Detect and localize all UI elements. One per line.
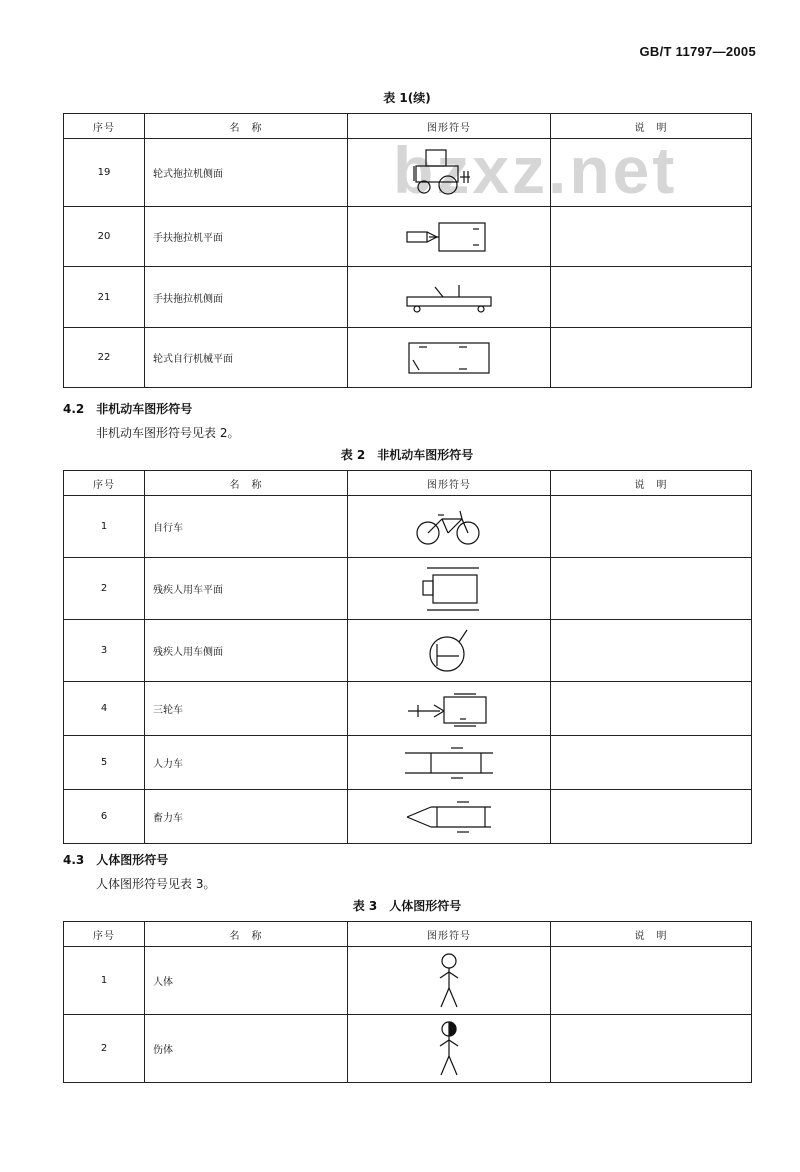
header-note: 说 明 [551, 114, 752, 139]
row-note [551, 139, 752, 207]
row-name: 轮式自行机械平面 [145, 328, 348, 388]
table-row [64, 267, 752, 328]
table-row [64, 207, 752, 267]
section-4-3-heading: 4.3 人体图形符号 [63, 853, 169, 867]
human-body-icon [434, 952, 464, 1010]
row-note [551, 558, 752, 620]
header-symbol: 图形符号 [348, 471, 551, 496]
row-name: 自行车 [145, 496, 348, 558]
row-number: 4 [64, 682, 145, 736]
table-row [64, 736, 752, 790]
table2 [63, 470, 752, 844]
row-number: 5 [64, 736, 145, 790]
header-number: 序号 [64, 922, 145, 947]
row-name: 三轮车 [145, 682, 348, 736]
header-name: 名 称 [145, 471, 348, 496]
row-number: 22 [64, 328, 145, 388]
table-header-row [64, 471, 752, 496]
disabled-vehicle-plan-icon [409, 565, 489, 613]
self-propelled-machine-plan-icon [399, 338, 499, 378]
row-number: 2 [64, 558, 145, 620]
table3-caption: 表 3 人体图形符号 [352, 899, 462, 913]
tricycle-icon [404, 689, 494, 729]
bicycle-icon [414, 505, 484, 549]
table-row [64, 682, 752, 736]
row-note [551, 736, 752, 790]
section-4-2-text: 非机动车图形符号见表 2。 [96, 426, 240, 440]
table-row [64, 620, 752, 682]
table1-caption: 表 1(续) [383, 91, 431, 105]
watermark: bzxz.net [393, 133, 678, 207]
row-note [551, 328, 752, 388]
row-note [551, 496, 752, 558]
standard-code: GB/T 11797—2005 [639, 44, 756, 59]
header-symbol: 图形符号 [348, 922, 551, 947]
row-number: 1 [64, 947, 145, 1015]
table-row [64, 328, 752, 388]
table-header-row [64, 114, 752, 139]
row-note [551, 267, 752, 328]
table-row [64, 558, 752, 620]
row-number: 2 [64, 1015, 145, 1083]
row-name: 轮式拖拉机侧面 [145, 139, 348, 207]
rickshaw-icon [401, 743, 497, 783]
section-4-3-text: 人体图形符号见表 3。 [96, 877, 216, 891]
disabled-vehicle-side-icon [419, 626, 479, 676]
row-name: 人力车 [145, 736, 348, 790]
walking-tractor-side-icon [399, 279, 499, 315]
row-name: 伤体 [145, 1015, 348, 1083]
row-note [551, 207, 752, 267]
row-number: 1 [64, 496, 145, 558]
row-name: 手扶拖拉机侧面 [145, 267, 348, 328]
injured-body-icon [434, 1020, 464, 1078]
header-note: 说 明 [551, 922, 752, 947]
table3 [63, 921, 752, 1083]
row-note [551, 682, 752, 736]
row-name: 残疾人用车平面 [145, 558, 348, 620]
row-number: 19 [64, 139, 145, 207]
row-note [551, 790, 752, 844]
header-number: 序号 [64, 471, 145, 496]
row-name: 手扶拖拉机平面 [145, 207, 348, 267]
row-number: 21 [64, 267, 145, 328]
wheeled-tractor-side-icon [404, 147, 494, 199]
table-header-row [64, 922, 752, 947]
row-note [551, 620, 752, 682]
row-name: 人体 [145, 947, 348, 1015]
row-note [551, 947, 752, 1015]
table-row [64, 139, 752, 207]
header-name: 名 称 [145, 922, 348, 947]
table-row [64, 496, 752, 558]
animal-cart-icon [401, 797, 497, 837]
row-number: 6 [64, 790, 145, 844]
header-number: 序号 [64, 114, 145, 139]
header-name: 名 称 [145, 114, 348, 139]
section-4-2-heading: 4.2 非机动车图形符号 [63, 402, 193, 416]
table2-caption: 表 2 非机动车图形符号 [340, 448, 474, 462]
table-row [64, 790, 752, 844]
row-number: 3 [64, 620, 145, 682]
header-note: 说 明 [551, 471, 752, 496]
header-symbol: 图形符号 [348, 114, 551, 139]
row-name: 畜力车 [145, 790, 348, 844]
table1 [63, 113, 752, 388]
row-name: 残疾人用车侧面 [145, 620, 348, 682]
walking-tractor-plan-icon [399, 219, 499, 255]
row-note [551, 1015, 752, 1083]
table-row [64, 947, 752, 1015]
row-number: 20 [64, 207, 145, 267]
table-row [64, 1015, 752, 1083]
